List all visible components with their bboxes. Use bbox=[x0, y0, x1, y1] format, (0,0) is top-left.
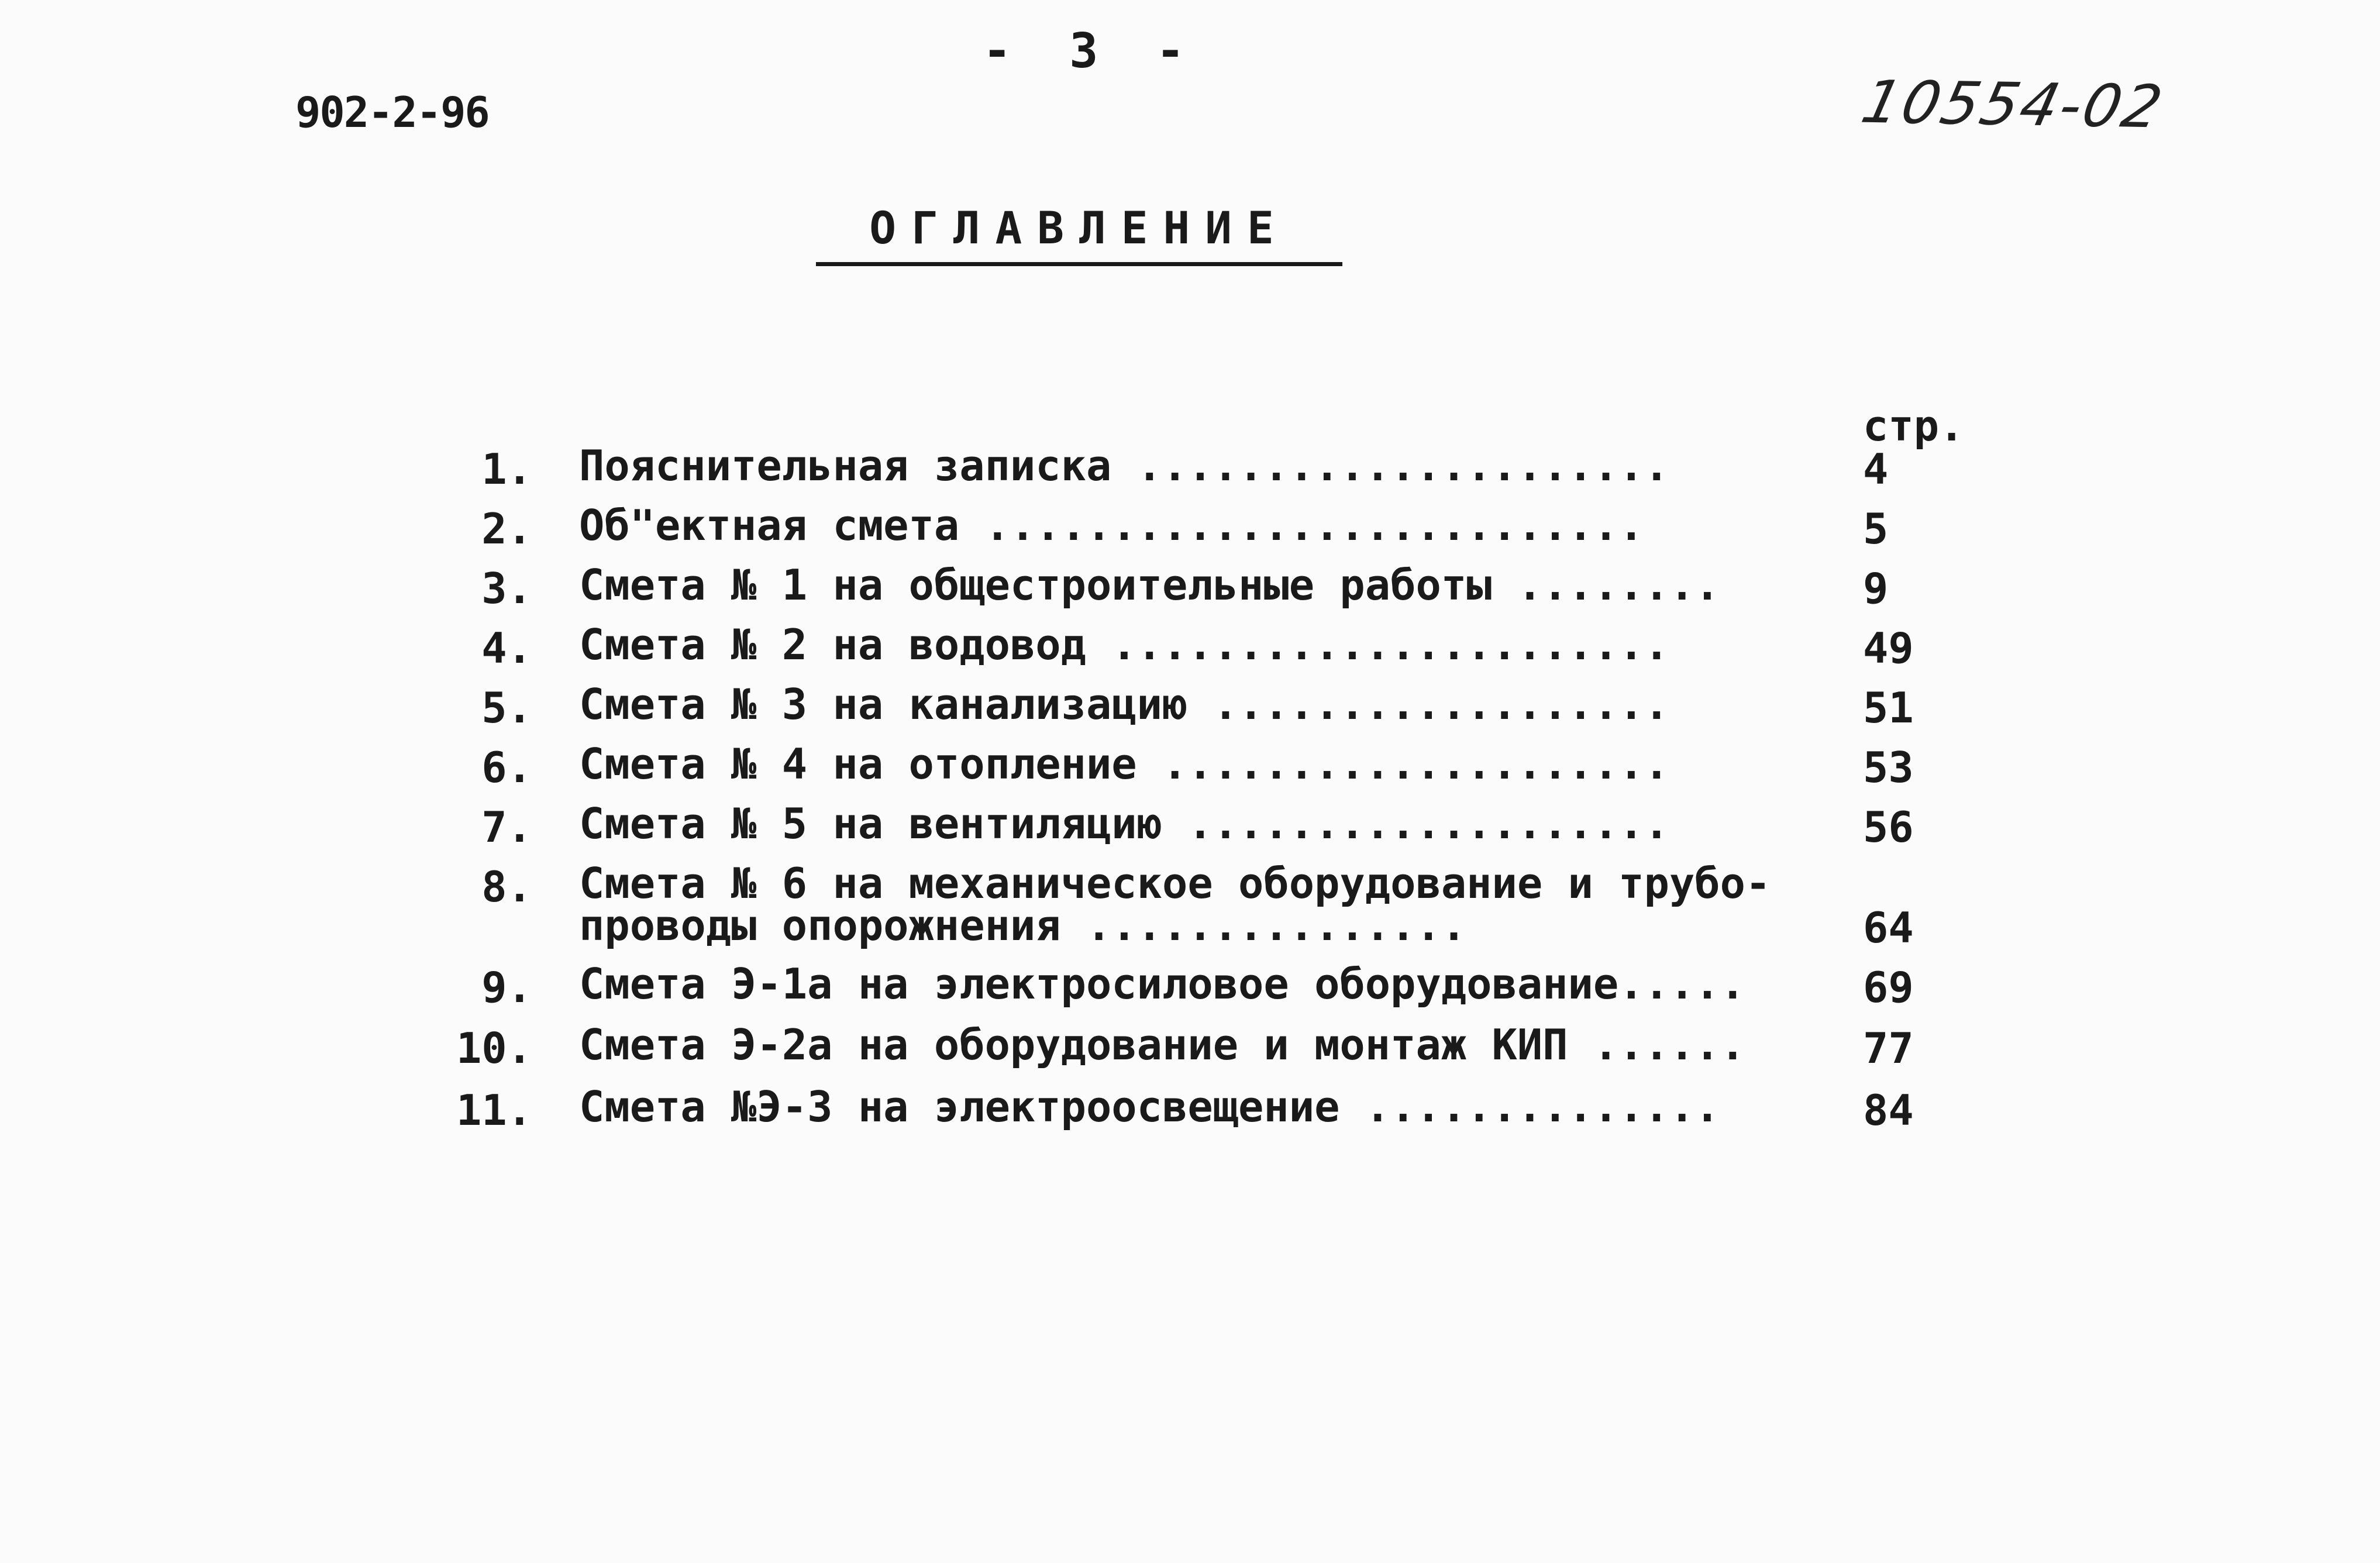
toc-entry-number: 6. bbox=[481, 743, 532, 792]
toc-entry-page: 84 bbox=[1863, 1086, 1914, 1135]
toc-entry-text: Смета № 1 на общестроительные работы ........ bbox=[579, 560, 1720, 610]
toc-entry-number: 2. bbox=[481, 504, 532, 553]
toc-entry bbox=[450, 959, 1948, 1024]
toc-entry bbox=[450, 859, 1948, 965]
toc-entry-number: 4. bbox=[481, 624, 532, 673]
toc-entry-text: Смета № 2 на водовод ...................... bbox=[579, 620, 1669, 669]
toc-entry-number: 10. bbox=[456, 1024, 532, 1073]
archive-number-handwritten: 10554-02 bbox=[1855, 67, 2171, 142]
toc-entry-number: 3. bbox=[481, 564, 532, 613]
toc-entry bbox=[450, 441, 1948, 506]
toc-entry-number: 5. bbox=[481, 683, 532, 732]
toc-entry-page: 51 bbox=[1863, 683, 1914, 732]
toc-entry-page: 4 bbox=[1863, 445, 1889, 494]
toc-entry-page: 9 bbox=[1863, 564, 1889, 613]
toc-entry-text: Смета № 5 на вентиляцию ................... bbox=[579, 799, 1669, 848]
toc-title: ОГЛАВЛЕНИЕ bbox=[816, 202, 1342, 266]
toc-entry-text: Смета № 3 на канализацию .................. bbox=[579, 680, 1669, 729]
toc-entry-text: Смета Э-1а на электросиловое оборудование..... bbox=[579, 959, 1745, 1008]
toc-entry-text: Смета № 6 на механическое оборудование и трубо- проводы опорожнения ............... bbox=[579, 859, 1771, 950]
toc-entry-page: 53 bbox=[1863, 743, 1914, 792]
toc-entry-number: 8. bbox=[481, 862, 532, 911]
toc-entry-text: Пояснительная записка ..................... bbox=[579, 441, 1669, 490]
toc-entry-text: Смета №Э-3 на электроосвещение .............. bbox=[579, 1082, 1720, 1131]
toc-entry-page: 49 bbox=[1863, 624, 1914, 673]
toc-entry bbox=[450, 739, 1948, 804]
toc-entry-page: 5 bbox=[1863, 504, 1889, 553]
toc-entry-number: 7. bbox=[481, 803, 532, 852]
toc-entry bbox=[450, 680, 1948, 745]
toc-entry-page: 77 bbox=[1863, 1024, 1914, 1073]
toc-entry-text: Смета Э-2а на оборудование и монтаж КИП ...... bbox=[579, 1020, 1745, 1069]
page-number: - 3 - bbox=[983, 23, 1185, 79]
toc-entry bbox=[450, 1082, 1948, 1147]
toc-entry bbox=[450, 560, 1948, 625]
toc-entry-page: 64 bbox=[1863, 903, 1914, 952]
toc-entry-number: 1. bbox=[481, 445, 532, 494]
toc-entry-number: 11. bbox=[456, 1086, 532, 1135]
document-code: 902-2-96 bbox=[295, 88, 489, 137]
page-column-header: стр. bbox=[1863, 401, 1965, 450]
toc-entry-page: 69 bbox=[1863, 963, 1914, 1012]
toc-entry bbox=[450, 1020, 1948, 1085]
toc-entry bbox=[450, 620, 1948, 685]
toc-entry-text: Об"ектная смета .......................... bbox=[579, 501, 1644, 550]
toc-entry-number: 9. bbox=[481, 963, 532, 1012]
toc-entry-page: 56 bbox=[1863, 803, 1914, 852]
toc-entry bbox=[450, 501, 1948, 566]
toc-entry bbox=[450, 799, 1948, 864]
toc-entry-text: Смета № 4 на отопление .................... bbox=[579, 739, 1669, 789]
